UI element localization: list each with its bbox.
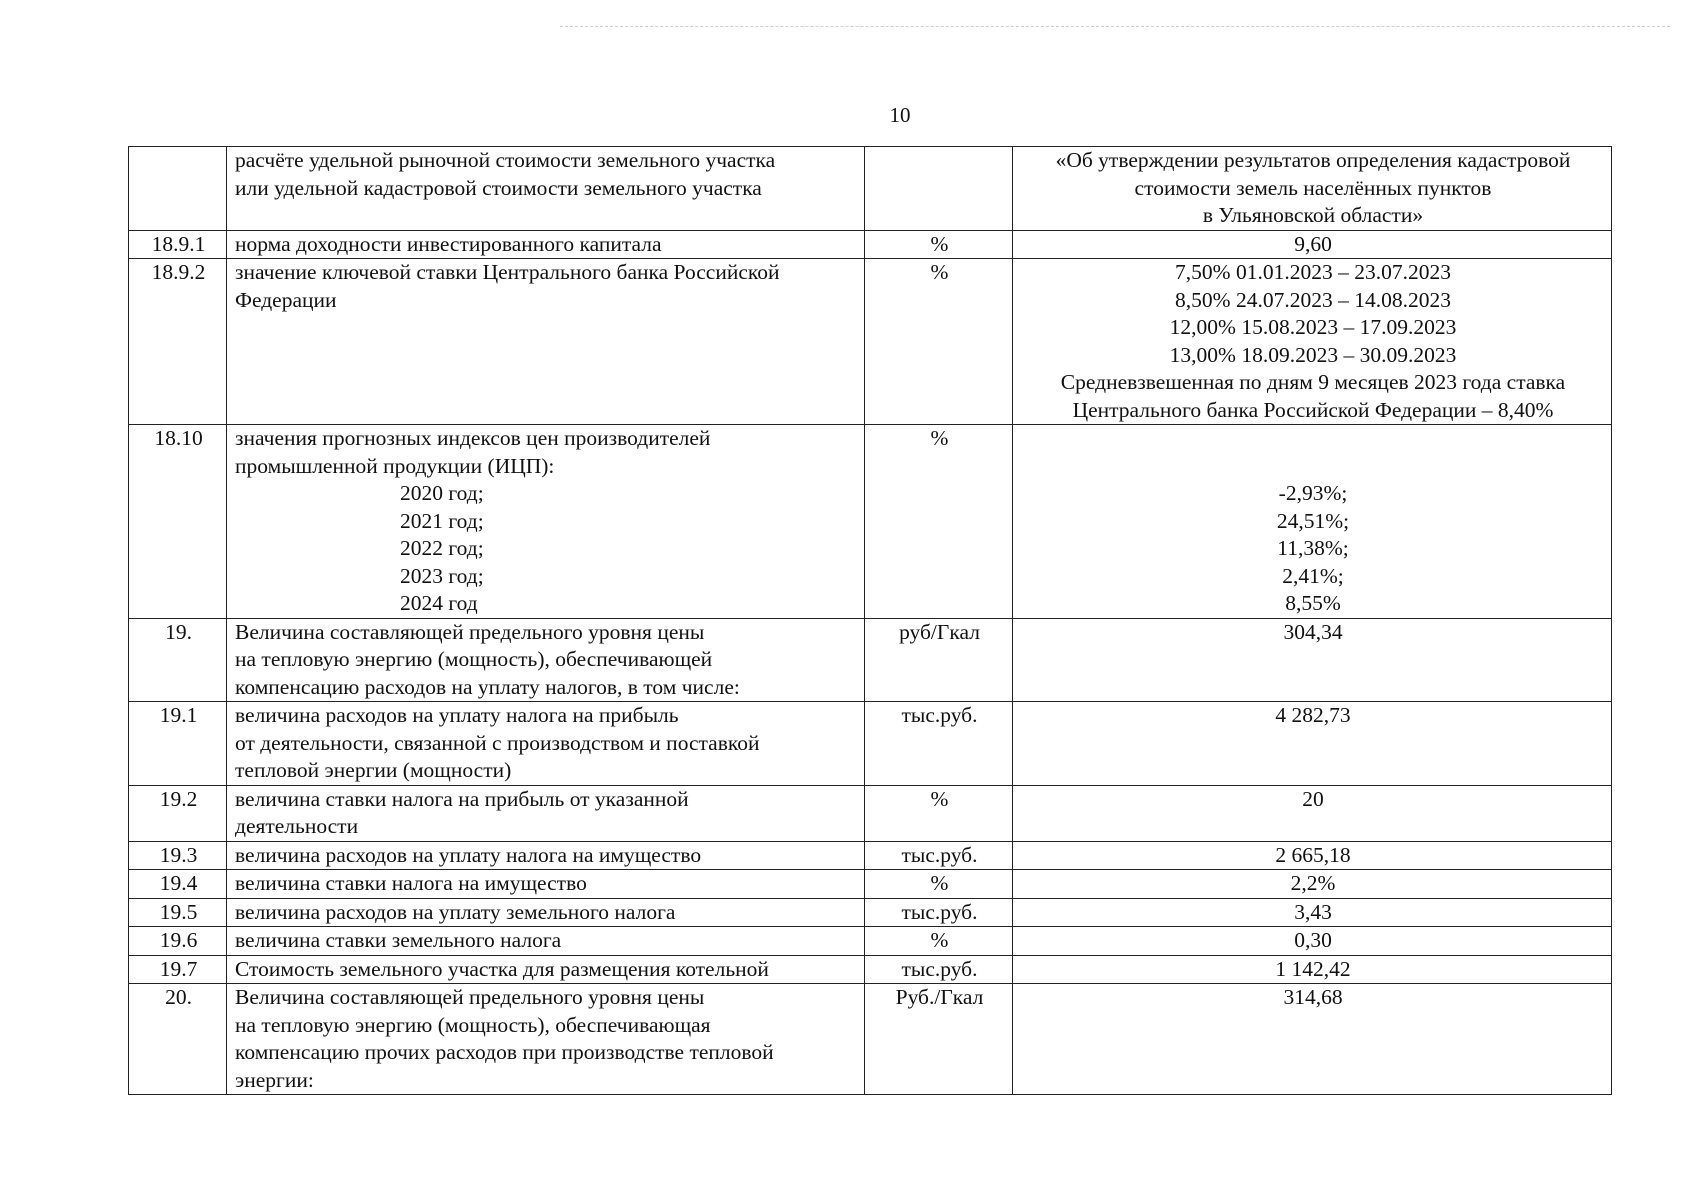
- row-number-cell: 19.: [129, 618, 227, 702]
- value-cell: [1013, 425, 1612, 619]
- table-row: [129, 898, 1612, 927]
- row-number-cell: 18.10: [129, 425, 227, 619]
- parameter-name-line: значения прогнозных индексов цен производителей: [235, 426, 711, 450]
- value-cell: [1013, 618, 1612, 702]
- value-line: [1021, 425, 1605, 453]
- table-row: [129, 230, 1612, 259]
- value-cell: [1013, 147, 1612, 231]
- unit-cell: [865, 147, 1013, 231]
- value-line: 11,38%;: [1277, 536, 1349, 560]
- parameter-name-line: величина ставки налога на прибыль от указанной: [235, 786, 689, 811]
- table-row: [129, 984, 1612, 1095]
- parameter-name-cell: [227, 147, 865, 231]
- value-line: 24,51%;: [1276, 508, 1350, 533]
- parameter-name-line: величина расходов на уплату налога на прибыль: [235, 703, 679, 727]
- table-row: [129, 870, 1612, 899]
- unit-cell: %: [865, 230, 1013, 259]
- unit-cell: %: [865, 259, 1013, 425]
- parameter-name-line: от деятельности, связанной с производством и поставкой: [235, 730, 760, 755]
- parameter-name-line: величина ставки налога на имущество: [235, 871, 587, 895]
- unit-cell: руб/Гкал: [865, 618, 1013, 702]
- value-cell: [1013, 984, 1612, 1095]
- unit-cell: %: [865, 927, 1013, 956]
- value-line: Средневзвешенная по дням 9 месяцев 2023 года ставка: [1060, 370, 1566, 394]
- value-cell: [1013, 955, 1612, 984]
- value-line: -2,93%;: [1278, 481, 1348, 505]
- table-row: [129, 259, 1612, 425]
- parameter-name-cell: [227, 870, 865, 899]
- value-cell: [1013, 927, 1612, 956]
- value-line: Центрального банка Российской Федерации – 8,40%: [1072, 397, 1554, 422]
- unit-cell: тыс.руб.: [865, 841, 1013, 870]
- parameter-name-line: энергии:: [235, 1067, 314, 1092]
- parameter-name-cell: [227, 618, 865, 702]
- parameter-name-cell: [227, 259, 865, 425]
- parameter-name-line: промышленной продукции (ИЦП):: [235, 453, 555, 478]
- value-line: 0,30: [1294, 928, 1332, 952]
- value-line: 3,43: [1294, 899, 1332, 924]
- unit-cell: тыс.руб.: [865, 955, 1013, 984]
- value-line: 304,34: [1283, 619, 1343, 644]
- parameter-name-line: тепловой энергии (мощности): [235, 758, 512, 782]
- value-line: 2,41%;: [1282, 563, 1344, 588]
- unit-cell: тыс.руб.: [865, 898, 1013, 927]
- value-line: 314,68: [1283, 985, 1343, 1009]
- parameter-name-cell: [227, 702, 865, 786]
- row-number-cell: 19.2: [129, 785, 227, 841]
- parameter-name-line: Федерации: [235, 287, 337, 312]
- row-number-cell: 19.6: [129, 927, 227, 956]
- parameter-name-line: компенсацию прочих расходов при производстве тепловой: [235, 1040, 774, 1064]
- unit-cell: %: [865, 785, 1013, 841]
- value-line: в Ульяновской области»: [1202, 203, 1424, 227]
- table-row: [129, 927, 1612, 956]
- value-cell: [1013, 898, 1612, 927]
- value-cell: [1013, 785, 1612, 841]
- parameter-name-cell: [227, 230, 865, 259]
- parameter-name-cell: [227, 898, 865, 927]
- value-line: стоимости земель населённых пунктов: [1134, 175, 1492, 200]
- parameter-name-line: или удельной кадастровой стоимости земельного участка: [235, 175, 762, 200]
- table-row: [129, 841, 1612, 870]
- parameter-name-line: норма доходности инвестированного капитала: [235, 231, 662, 256]
- row-number-cell: [129, 147, 227, 231]
- table-row: [129, 618, 1612, 702]
- parameter-name-cell: [227, 984, 865, 1095]
- value-line: 8,55%: [1285, 591, 1341, 615]
- value-cell: [1013, 259, 1612, 425]
- value-line: 2,2%: [1290, 871, 1336, 895]
- value-line: 13,00% 18.09.2023 – 30.09.2023: [1169, 342, 1457, 367]
- parameter-name-cell: [227, 425, 865, 619]
- index-year-label: 2023 год;: [400, 563, 484, 588]
- index-year-label: 2022 год;: [400, 536, 484, 560]
- parameter-name-cell: [227, 955, 865, 984]
- table-row: [129, 955, 1612, 984]
- value-line: 20: [1302, 786, 1324, 811]
- scan-edge-line: [560, 26, 1670, 27]
- page-number: 10: [889, 103, 911, 127]
- value-line: 2 665,18: [1275, 842, 1351, 867]
- parameter-name-cell: [227, 841, 865, 870]
- table-row: [129, 425, 1612, 619]
- tariff-parameters-table: [128, 146, 1612, 1095]
- row-number-cell: 18.9.1: [129, 230, 227, 259]
- value-cell: [1013, 841, 1612, 870]
- parameter-name-line: величина расходов на уплату налога на имущество: [235, 842, 702, 867]
- table-row: [129, 785, 1612, 841]
- table-row: [129, 147, 1612, 231]
- parameter-name-line: Стоимость земельного участка для размещения котельной: [235, 956, 769, 981]
- parameter-name-line: на тепловую энергию (мощность), обеспечивающая: [235, 1012, 711, 1037]
- value-line: 9,60: [1294, 231, 1332, 256]
- index-year-label: 2020 год;: [400, 481, 484, 505]
- value-cell: [1013, 230, 1612, 259]
- parameter-name-line: Величина составляющей предельного уровня цены: [235, 985, 705, 1009]
- parameter-name-cell: [227, 785, 865, 841]
- parameter-name-line: расчёте удельной рыночной стоимости земельного участка: [235, 148, 776, 172]
- row-number-cell: 19.4: [129, 870, 227, 899]
- value-line: 4 282,73: [1275, 703, 1351, 727]
- parameter-name-line: на тепловую энергию (мощность), обеспечивающей: [235, 647, 713, 671]
- table-body: [129, 147, 1612, 1095]
- value-cell: [1013, 702, 1612, 786]
- unit-cell: Руб./Гкал: [865, 984, 1013, 1095]
- unit-cell: %: [865, 870, 1013, 899]
- index-year-label: 2024 год: [400, 591, 478, 615]
- value-line: 1 142,42: [1275, 956, 1351, 981]
- parameter-name-line: значение ключевой ставки Центрального банка Российской: [235, 260, 780, 284]
- value-line: 7,50% 01.01.2023 – 23.07.2023: [1175, 260, 1451, 284]
- parameter-name-cell: [227, 927, 865, 956]
- table-row: [129, 702, 1612, 786]
- value-cell: [1013, 870, 1612, 899]
- value-line: 8,50% 24.07.2023 – 14.08.2023: [1175, 287, 1451, 312]
- row-number-cell: 19.5: [129, 898, 227, 927]
- value-line: «Об утверждении результатов определения кадастровой: [1055, 148, 1571, 172]
- row-number-cell: 19.3: [129, 841, 227, 870]
- unit-cell: тыс.руб.: [865, 702, 1013, 786]
- parameter-name-line: компенсацию расходов на уплату налогов, в том числе:: [235, 674, 740, 699]
- parameter-name-line: Величина составляющей предельного уровня цены: [235, 619, 705, 644]
- unit-cell: %: [865, 425, 1013, 619]
- row-number-cell: 19.7: [129, 955, 227, 984]
- index-year-label: 2021 год;: [400, 508, 484, 533]
- row-number-cell: 19.1: [129, 702, 227, 786]
- parameter-name-line: величина ставки земельного налога: [235, 928, 562, 952]
- row-number-cell: 20.: [129, 984, 227, 1095]
- value-line: [1021, 453, 1605, 481]
- parameter-name-line: величина расходов на уплату земельного налога: [235, 899, 676, 924]
- parameter-name-line: деятельности: [235, 814, 359, 838]
- value-line: 12,00% 15.08.2023 – 17.09.2023: [1169, 315, 1457, 339]
- row-number-cell: 18.9.2: [129, 259, 227, 425]
